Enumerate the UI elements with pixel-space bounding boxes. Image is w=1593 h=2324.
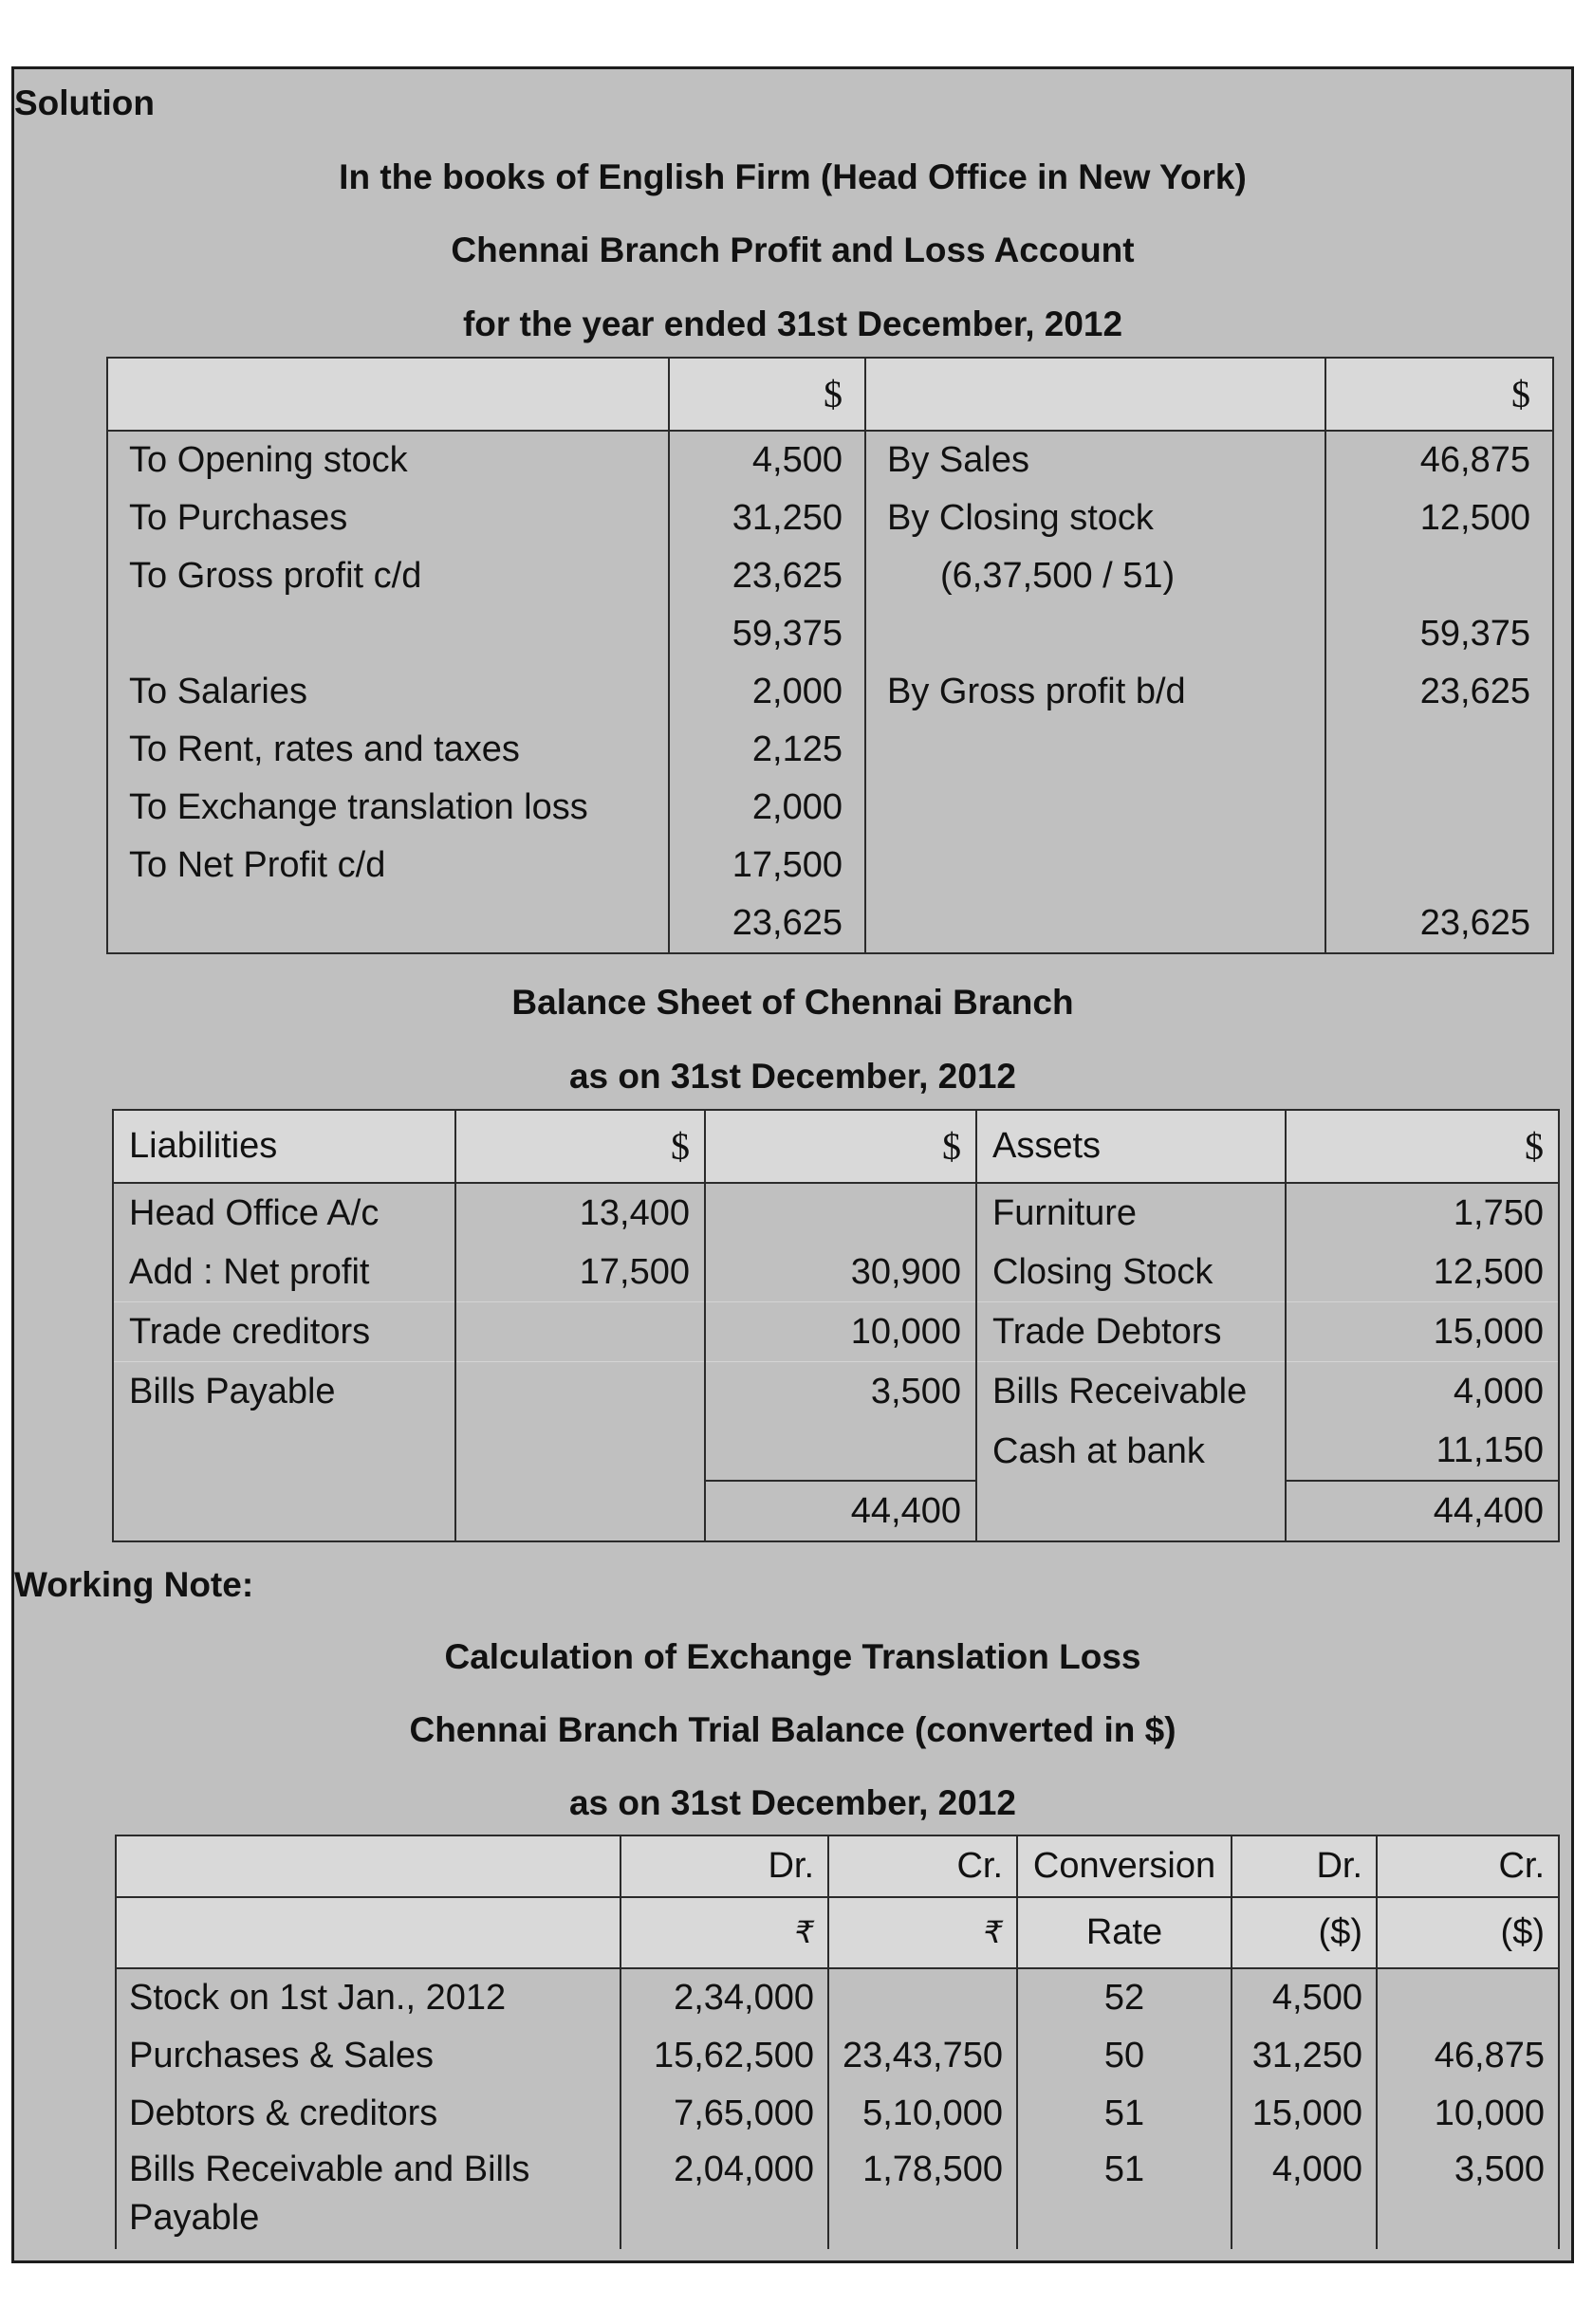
tb-subtitle: Chennai Branch Trial Balance (converted in $) (409, 1710, 1176, 1749)
tb-rate: 50 (1017, 2027, 1232, 2085)
pl-header-cr-currency: $ (1325, 358, 1553, 431)
tb-cr-usd: 10,000 (1377, 2085, 1559, 2143)
bs-header-currency-sub: $ (455, 1110, 705, 1183)
pl-dr-label: To Gross profit c/d (107, 547, 669, 605)
pl-dr-amount: 31,250 (669, 489, 865, 547)
bs-sub-amount (455, 1362, 705, 1422)
pl-dr-amount: 17,500 (669, 837, 865, 895)
bs-sub-amount: 13,400 (455, 1183, 705, 1243)
tb-subheader-usd-dr: ($) (1232, 1897, 1377, 1968)
bs-sub-amount (455, 1302, 705, 1362)
tb-header-dr-usd: Dr. (1232, 1835, 1377, 1897)
table-row (107, 663, 1553, 721)
tb-header-conversion: Conversion (1017, 1835, 1232, 1897)
pl-cr-label: By Gross profit b/d (865, 663, 1325, 721)
tb-dr-inr: 15,62,500 (621, 2027, 828, 2085)
tb-cr-inr: 5,10,000 (828, 2085, 1017, 2143)
tb-particulars: Bills Receivable and Bills Payable (129, 2149, 530, 2238)
pl-cr-label (865, 605, 1325, 663)
trial-balance-table (115, 1835, 1560, 2249)
tb-dr-usd: 31,250 (1232, 2027, 1377, 2085)
table-row (107, 895, 1553, 953)
pl-cr-label (865, 779, 1325, 837)
bs-asset: Cash at bank (976, 1421, 1286, 1481)
tb-cr-inr (828, 1968, 1017, 2027)
table-row (116, 2027, 1559, 2085)
pl-cr-amount: 12,500 (1325, 489, 1553, 547)
tb-dr-inr: 2,04,000 (621, 2143, 828, 2249)
balance-sheet-table (112, 1109, 1560, 1542)
bs-liability (113, 1421, 455, 1481)
pl-cr-label: By Closing stock (865, 489, 1325, 547)
bs-header-assets: Assets (976, 1110, 1286, 1183)
bs-asset: Furniture (976, 1183, 1286, 1243)
pl-cr-label (865, 837, 1325, 895)
bs-assets-total: 44,400 (1286, 1481, 1559, 1541)
table-row (113, 1421, 1559, 1481)
bs-amount (705, 1183, 976, 1243)
bs-liability: Add : Net profit (113, 1243, 455, 1302)
tb-header-particulars (116, 1835, 621, 1897)
pl-cr-amount (1325, 779, 1553, 837)
tb-cr-inr: 1,78,500 (828, 2143, 1017, 2249)
rupee-icon: ₹ (828, 1897, 1017, 1968)
pl-dr-label (107, 895, 669, 953)
bs-sub-amount (455, 1421, 705, 1481)
pl-header-cr-label (865, 358, 1325, 431)
tb-particulars: Purchases & Sales (116, 2027, 621, 2085)
tb-header-cr-inr: Cr. (828, 1835, 1017, 1897)
tb-particulars-cell (116, 2143, 621, 2249)
pl-title: In the books of English Firm (Head Office in New York) (339, 157, 1247, 196)
pl-header-row (107, 358, 1553, 431)
pl-cr-amount (1325, 837, 1553, 895)
bs-asset-amount: 11,150 (1286, 1421, 1559, 1481)
rupee-icon: ₹ (621, 1897, 828, 1968)
pl-dr-label: To Net Profit c/d (107, 837, 669, 895)
bs-asset: Closing Stock (976, 1243, 1286, 1302)
pl-dr-amount: 23,625 (669, 547, 865, 605)
pl-dr-amount: 2,000 (669, 779, 865, 837)
pl-cr-label: By Sales (865, 431, 1325, 489)
pl-dr-amount: 2,000 (669, 663, 865, 721)
table-row (113, 1183, 1559, 1243)
pl-cr-label (865, 895, 1325, 953)
pl-dr-label (107, 605, 669, 663)
bs-liability: Trade creditors (113, 1302, 455, 1362)
tb-subheader-particulars (116, 1897, 621, 1968)
bs-title: Balance Sheet of Chennai Branch (511, 983, 1074, 1022)
table-row (107, 837, 1553, 895)
tb-dr-inr: 2,34,000 (621, 1968, 828, 2027)
bs-total-row (113, 1481, 1559, 1541)
bs-liability: Bills Payable (113, 1362, 455, 1422)
pl-cr-amount: 23,625 (1325, 663, 1553, 721)
bs-header-liabilities: Liabilities (113, 1110, 455, 1183)
table-row (107, 489, 1553, 547)
tb-header-cr-usd: Cr. (1377, 1835, 1559, 1897)
pl-dr-label: To Rent, rates and taxes (107, 721, 669, 779)
pl-dr-amount: 4,500 (669, 431, 865, 489)
tb-subheader-row (116, 1897, 1559, 1968)
tb-rate: 52 (1017, 1968, 1232, 2027)
bs-asset-amount: 12,500 (1286, 1243, 1559, 1302)
pl-cr-amount: 46,875 (1325, 431, 1553, 489)
pl-cr-total: 23,625 (1325, 895, 1553, 953)
bs-liability: Head Office A/c (113, 1183, 455, 1243)
tb-particulars: Stock on 1st Jan., 2012 (116, 1968, 621, 2027)
table-row (113, 1362, 1559, 1422)
table-row (107, 721, 1553, 779)
tb-subheader-usd-cr: ($) (1377, 1897, 1559, 1968)
solution-label: Solution (14, 83, 155, 122)
pl-header-dr-currency: $ (669, 358, 865, 431)
table-row (107, 605, 1553, 663)
working-note-label: Working Note: (14, 1565, 254, 1604)
table-row (107, 547, 1553, 605)
profit-loss-table (106, 357, 1554, 954)
tb-cr-inr: 23,43,750 (828, 2027, 1017, 2085)
table-row (113, 1243, 1559, 1302)
pl-dr-label: To Purchases (107, 489, 669, 547)
pl-cr-amount (1325, 547, 1553, 605)
bs-header-currency-liabilities: $ (705, 1110, 976, 1183)
bs-amount: 3,500 (705, 1362, 976, 1422)
bs-amount: 10,000 (705, 1302, 976, 1362)
pl-cr-label (865, 721, 1325, 779)
table-row (107, 431, 1553, 489)
pl-dr-subtotal: 59,375 (669, 605, 865, 663)
bs-asset (976, 1481, 1286, 1541)
tb-dr-usd: 4,000 (1232, 2143, 1377, 2249)
pl-dr-label: To Exchange translation loss (107, 779, 669, 837)
tb-subheader-rate: Rate (1017, 1897, 1232, 1968)
pl-period: for the year ended 31st December, 2012 (462, 304, 1123, 343)
table-row (107, 779, 1553, 837)
bs-asset-amount: 15,000 (1286, 1302, 1559, 1362)
bs-header-row (113, 1110, 1559, 1183)
bs-asset-amount: 1,750 (1286, 1183, 1559, 1243)
tb-dr-inr: 7,65,000 (621, 2085, 828, 2143)
bs-asset: Bills Receivable (976, 1362, 1286, 1422)
tb-cr-usd: 46,875 (1377, 2027, 1559, 2085)
bs-sub-amount: 17,500 (455, 1243, 705, 1302)
table-row (116, 2143, 1559, 2249)
tb-dr-usd: 4,500 (1232, 1968, 1377, 2027)
tb-cr-usd: 3,500 (1377, 2143, 1559, 2249)
tb-header-dr-inr: Dr. (621, 1835, 828, 1897)
bs-date: as on 31st December, 2012 (568, 1057, 1016, 1096)
bs-sub-amount (455, 1481, 705, 1541)
tb-rate: 51 (1017, 2143, 1232, 2249)
pl-dr-amount: 2,125 (669, 721, 865, 779)
table-row (116, 1968, 1559, 2027)
tb-cr-usd (1377, 1968, 1559, 2027)
tb-title: Calculation of Exchange Translation Loss (444, 1637, 1141, 1676)
table-row (116, 2085, 1559, 2143)
bs-header-currency-assets: $ (1286, 1110, 1559, 1183)
pl-dr-total: 23,625 (669, 895, 865, 953)
pl-dr-label: To Salaries (107, 663, 669, 721)
bs-liabilities-total: 44,400 (705, 1481, 976, 1541)
table-row (113, 1302, 1559, 1362)
tb-header-row (116, 1835, 1559, 1897)
tb-date: as on 31st December, 2012 (568, 1783, 1016, 1822)
pl-subtitle: Chennai Branch Profit and Loss Account (451, 231, 1135, 269)
tb-rate: 51 (1017, 2085, 1232, 2143)
bs-amount (705, 1421, 976, 1481)
pl-cr-subtotal: 59,375 (1325, 605, 1553, 663)
bs-liability (113, 1481, 455, 1541)
tb-dr-usd: 15,000 (1232, 2085, 1377, 2143)
bs-amount: 30,900 (705, 1243, 976, 1302)
bs-asset: Trade Debtors (976, 1302, 1286, 1362)
pl-cr-amount (1325, 721, 1553, 779)
pl-cr-label-note: (6,37,500 / 51) (865, 547, 1325, 605)
bs-asset-amount: 4,000 (1286, 1362, 1559, 1422)
pl-dr-label: To Opening stock (107, 431, 669, 489)
tb-particulars: Debtors & creditors (116, 2085, 621, 2143)
pl-header-dr-label (107, 358, 669, 431)
